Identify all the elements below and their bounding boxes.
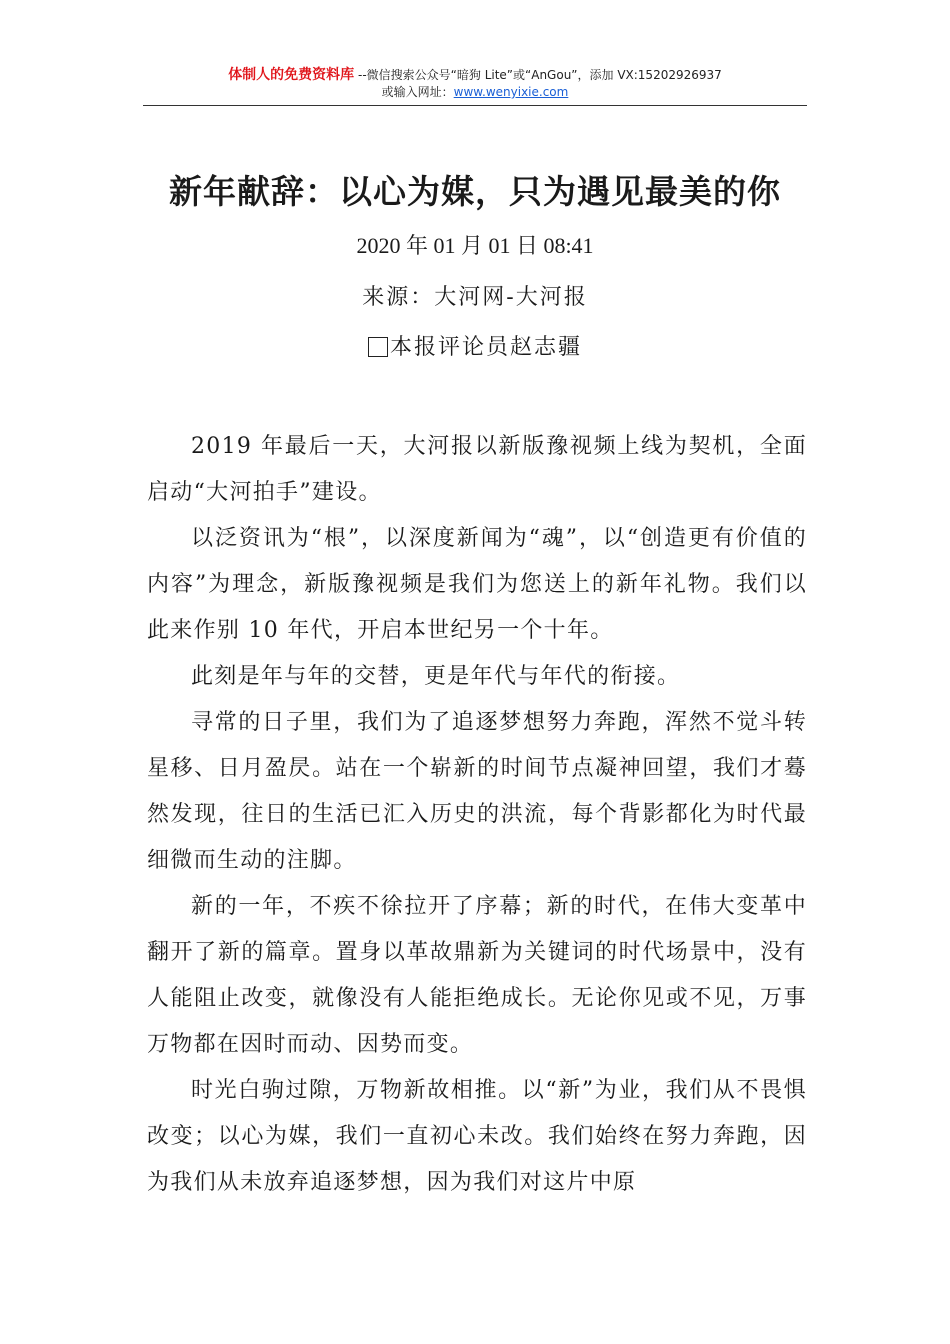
header-divider — [143, 105, 807, 106]
url-prefix: 或输入网址： — [381, 85, 454, 99]
article-source: 来源：大河网-大河报 — [362, 285, 588, 310]
article-body — [147, 424, 807, 1206]
article-author-line — [0, 333, 950, 363]
paragraph: 时光白驹过隙，万物新故相推。以“新”为业，我们从不畏惧改变；以心为媒，我们一直初心未改。我们始终在努力奔跑，因为我们从未放弃追逐梦想，因为我们对这片中原 — [147, 1078, 807, 1195]
paragraph: 新的一年，不疾不徐拉开了序幕；新的时代，在伟大变革中翻开了新的篇章。置身以革故鼎新为关键词的时代场景中，没有人能阻止改变，就像没有人能拒绝成长。无论你见或不见，万事万物都在因时而动、因势而变。 — [147, 894, 807, 1057]
header-description: --微信搜索公众号“暗狗 Lite”或“AnGou”，添加 VX:15202926937 — [354, 68, 722, 82]
header-line-1 — [143, 66, 807, 84]
paragraph: 此刻是年与年的交替，更是年代与年代的衔接。 — [191, 664, 681, 689]
paragraph: 寻常的日子里，我们为了追逐梦想努力奔跑，浑然不觉斗转星移、日月盈昃。站在一个崭新的时间节点凝神回望，我们才蓦然发现，往日的生活已汇入历史的洪流，每个背影都化为时代最细微而生动的注脚。 — [147, 710, 807, 873]
article-date: 2020 年 01 月 01 日 08:41 — [356, 233, 594, 258]
paragraph: 以泛资讯为“根”，以深度新闻为“魂”，以“创造更有价值的内容”为理念，新版豫视频是我们为您送上的新年礼物。我们以此来作别 10 年代，开启本世纪另一个十年。 — [147, 526, 807, 643]
header-line-2 — [143, 84, 807, 100]
article-author: 本报评论员赵志疆 — [389, 335, 582, 360]
checkbox-square-icon — [368, 337, 388, 357]
article-title: 新年献辞：以心为媒，只为遇见最美的你 — [169, 172, 781, 211]
brand-name: 体制人的免费资料库 — [228, 67, 355, 83]
paragraph: 2019 年最后一天，大河报以新版豫视频上线为契机，全面启动“大河拍手”建设。 — [147, 434, 807, 505]
website-link[interactable]: www.wenyixie.com — [453, 85, 569, 99]
page-header — [143, 66, 807, 100]
